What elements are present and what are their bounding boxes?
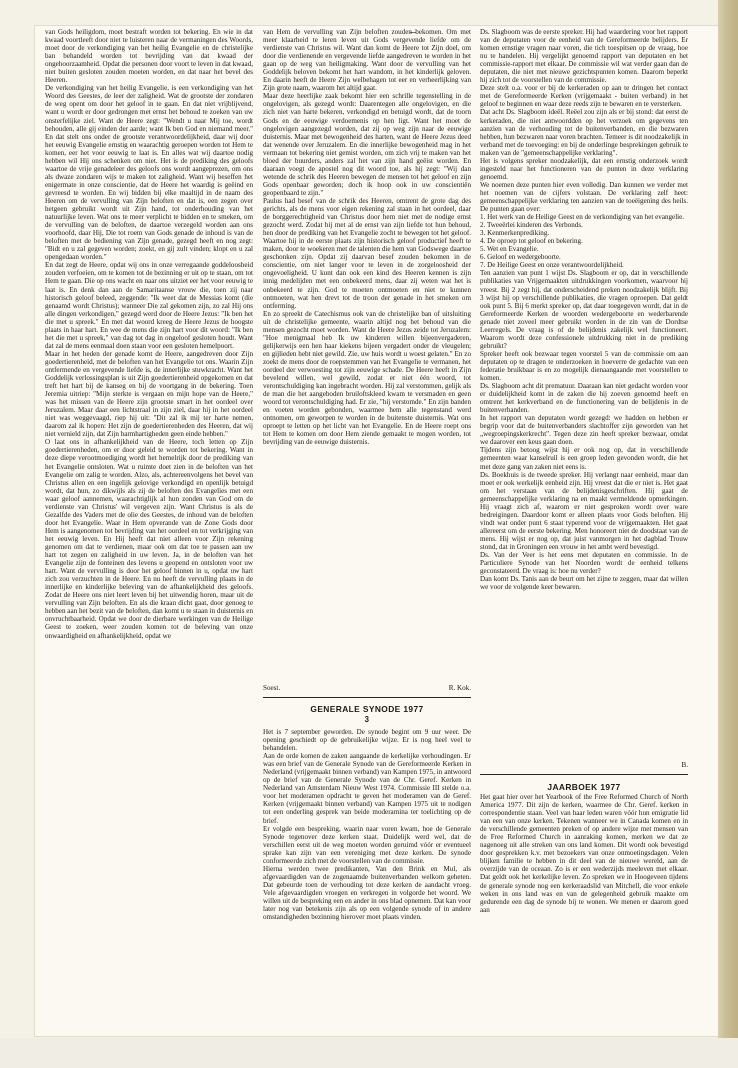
list-item: 3. Kenmerkenprediking. bbox=[480, 229, 550, 238]
synode-article bbox=[263, 728, 471, 1028]
article-column-1 bbox=[45, 28, 253, 1018]
paragraph: Spreker heeft ook bezwaar tegen voorstel 5 van de commissie om aan deputaten op te dragen te onderzoeken in hoeverre de gedachte van een federatie bruikbaar is en zo mogelijk dienaangaande met voorstellen te komen. bbox=[480, 349, 688, 383]
paragraph: Ds. Van der Veer is het eens met deputaten en commissie. In de Particuliere Synode van het Noorden wordt de eenheid telkens geconstateerd. De vraag is: hoe nu verder? bbox=[480, 551, 688, 576]
list-item: 1. Het werk van de Heilige Geest en de verkondiging van het evangelie. bbox=[480, 213, 685, 222]
section-divider bbox=[480, 774, 688, 775]
paragraph: En dat zegt de Heere, opdat wij ons in onze verregaande goddeloosheid zouden verfoeien, om te komen tot de bezinning er uit op te staan, om tot Hem te gaan. Die op ons wacht en naar ons uitziet eer het voor eeuwig te laat is. En denk dan aan de Samaritaanse vrouw die, toen zij naar historisch geloof beleed, zeggende: "Ik weet dat de Messias komt (die genaamd wordt Christus); wanneer Die zal gekomen zijn, zo zal Hij ons alle dingen verkondigen," gezegd werd door de Heere Jezus: "Ik ben het die met u spreek." En met dat woord kreeg de Heere Jezus de hoogste plaats in haar hart. En wee de mens die zijn hart voor dit woord: "Ik ben het die met u spreek," van dag tot dag in ongeloof gesloten houdt. Want dat zal de mens eenmaal doen staan voor een gesloten hemelpoort. bbox=[45, 261, 253, 350]
paragraph: van Gods heiligdom, moet bestraft worden tot bekering. En wie in dat kwaad voortleeft door niet te luisteren naar de vermaningen des Woords, moet door de verkondiging van het heilig Evangelie en de christelijke ban behandeld worden tot bevrijding van dat kwaad der ongehoorzaamheid. Opdat die personen door voort te leven in dat kwaad, niet buiten gesloten zouden moeten worden, en dat naar het bevel des Heeren. bbox=[45, 28, 253, 85]
synode-part-number: 3 bbox=[364, 715, 370, 724]
list-item: 4. De oproep tot geloof en bekering. bbox=[480, 237, 583, 246]
list-item: 5. Wet en Evangelie. bbox=[480, 245, 539, 254]
paragraph: Ds. Slagboom acht dit prematuur. Daaraan kan niet gedacht worden voor er duidelijkheid komt in de zaken die hij zoeven genoemd heeft en omtrent het kerkverband en de functionering van de belijdenis in de buitenverbanden. bbox=[480, 382, 688, 415]
paragraph: O laat ons in afhankelijkheid van de Heere, toch letten op Zijn goedertierenheden, om er door geleid te worden tot bekering. Want in deze diepe verootmoediging wordt het hemelrijk door de prediking van het Evangelie ontsloten. Wat u ruimte doet zien in de beloften van het Evangelie om zalig te worden. Alzo, als, achtereenvolgens het bevel van Christus allen en een ingelijk gelovige verkondigd en openlijk betuigd wordt, dat hun, zo dikwijls als zij de beloften des Evangelies met een waar geloof aannemen, waarachtiglijk al hun zonden van God om de verdienste van Christus' wil vergeven zijn. Want Christus is als de Gezalfde des Vaders met de olie des Geestes, de inhoud van de beloften door het Evangelie. Waar in Hem opverande van de Zone Gods door Hem is aangenomen tot bevrijding van het oordeel en tot verkrijging van het eeuwig leven. En Hij heeft dat niet alleen voor Zijn rekening genomen om dat te verdienen, maar ook om dat toe te passen aan uw hart tot zegen en zaligheid in uw leven. Ja, in de beloften van het Evangelie zijn de fonteinen des levens u geopend en ontsloten voor uw hart. Want de vervulling is door het geloof binnen in u, opdat uw hart zich zou verzuchten in de Heere. En nu heeft de vervulling plaats in de innerlijke en kinderlijke beleving van de afhankelijkheid des geloofs. Zodat de Heere ons niet leert leven bij het uitwendig horen, maar uit de vervulling van Zijn beloften. En als die kraan dicht gaat, door genoeg te hebben aan het bezit van de beloften, dan komt u te staan in duisternis en onvruchtbaarheid. Opdat we door de dierbare werkingen van de Heilige Geest te zoeken, weer zouden komen tot de beleving van onze onwaardigheid en afhankelijkheid, opdat we bbox=[45, 438, 253, 640]
paragraph: Het gaat hier over het Yearbook of the Free Reformed Church of North America 1977. Dit zijn de kerken, waarmee de Chr. Geref. kerken in correspondentie staan. Veel van haar leden waren vóór hun emigratie lid van een van onze kerken. Tekenen wanneer we in Canada komen en in de verschillende gemeenten preken of op andere wijze met mensen van de Free Reformed Church in aanraking komen, merken we dat ze nagenoeg uit alle streken van ons land komen. Dit wordt ook bevestigd door gesprekken k.v. met bezoekers van onze onmoetingsdagen. Velen blijken familie te hebben in dit deel van de nieuwe wereld, aan de overzijde van de oceaan. Zo is er een wederzijds meeleven met elkaar. Dat geldt ook het kerkelijke leven. Zo spreken we in Hoogeveen tijdens de generale synode nog een kerkeraadslid van Mitchell, die voor enkele weken in ons land was en van de gelegenheid gebruik maakte om gedurende een dag de synode bij te wonen. We menen er daarom goed aan bbox=[480, 793, 688, 914]
paragraph: Deze stelt o.a. voor er bij de kerkeraden op aan te dringen het contact met de Gereformeerde Kerken (vrijgemaakt - buiten verband) in het geloof te beginnen en waar deze reeds zijn te bewaren en te versterken. bbox=[480, 84, 688, 109]
signature-author: R. Kok. bbox=[448, 684, 471, 692]
paragraph: Dat acht Ds. Slagboom ideël. Reëel zou zijn als er bij stond: dat eerst de kerkeraden, die niet antwoordden op het verzoek om gegevens ten aanzien van de verhouding tot de buitenverbanden, en die bezwaren hebben, hun bezwaren naar voren brachten. Temeer is dit noodzakelijk in verband met de toevoeging: en bij de onderlinge besprekingen gebruik te maken van de "gemeenschappelijke verklaring". bbox=[480, 108, 688, 157]
jaarboek-article bbox=[480, 793, 688, 1028]
paragraph: De verkondiging van het heilig Evangelie, is een verkondiging van het Woord des Geestes, de leer der zaligheid. Wat de grootste der zondaren de weg opent om door het geloof in te gaan. En dat niet vrijblijvend, want u wordt er door gedrongen met ernst het behoud te zoeken van uw onsterfelijke ziel. Want de Heere zegt: "Wendt u naar Mij toe, wordt behouden, alle gij einden der aarde; want Ik ben God en niemand meer." En dat stelt ons onder de grootste verantwoordelijkheid, daar wij door het eeuwig Evangelie ernstig en waarachtig geroepen worden tot Hem te komen, eer het voor eeuwig te laat is. En alles wat wij daartoe nodig hebben wil Hij ons schenken om niet. Het is de prediking des geloofs waartoe de vrije genadeleer des geloofs ons wordt aangeprezen, om ons als dwaze zondaren wijs te maken tot zaligheid. Want wij beseffen het enigermate in onze conscientie, dat de Heere het waardig is geëind en gevreesd te worden. En wij bidden bij elke maaltijd in de naam des Heeren om de vervulling van Zijn beloften en dat is, een zegen over hetgeen gebruikt wordt uit Zijn hand, tot onderhouding van het natuurlijke leven. Wat ons te meer verplicht te bidden en te smeken, om de vervulling van de beloften, de daartoe verzegeld worden aan ons voorhoofd, daar Hij, Die tot roem van Gods genade de inhoud is van de beloften met de bediening van Zijn genade, gezegd heeft en nog zegt: "Bidt en u zal gegeven worden; zoekt, en gij zult vinden; klopt en u zal opengedaan worden." bbox=[45, 84, 253, 262]
signature-place: Soest. bbox=[263, 684, 281, 692]
paragraph: Hierna werden twee predikanten, Van den Brink en Mul, als afgevaardigden van de zogenaamde buitenverbanden welkom geheten. Dat gebeurde toen de verhouding tot deze kerken de aandacht vroeg. Vele afgevaardigden vroegen en verkregen in volgorde het woord. We willen uit de bespreking een en ander in ons blad opnemen. Dat kan voor later nog van betekenis zijn als op een volgende synode of in andere omstandigheden bezinning hierover moet plaats vinden. bbox=[263, 864, 471, 922]
paragraph: Er volgde een bespreking, waarin naar voren kwam, hoe de Generale Synode tegenover deze kerken staat. Duidelijk werd wel, dat de verschillen eerst uit de weg moeten worden geruimd vóór er eventueel sprake kan zijn van een vereniging met deze kerken. De synode conformeerde zich met de voorstellen van de commissie. bbox=[263, 824, 471, 865]
section-divider bbox=[263, 697, 471, 698]
paragraph: Ds. Slagboom was de eerste spreker. Hij had waardering voor het rapport van de deputaten voor de eenheid van de Gereformeerde belijders. Er komen ernstige vragen naar voren, die tich toespitsen op de vraag, hoe nu te handelen. Hij vergelijkt genoemd rapport van deputaten en het commissie-rapport met elkaar. De commissie wil wat verder gaan dan de deputaten, die niet met nieuwe gezichtspunten komen. Daarom beperkt hij zich tot de voorstellen van de commissie. bbox=[480, 28, 688, 85]
paragraph: Aan de orde komen de zaken aangaande de kerkelijke verhoudingen. Er was een brief van de Generale Synode van de Gereformeerde Kerken in Nederland (vrijgemaakt binnen verband) van Kampen 1975, in antwoord op de brief van de Generale Synode van de Chr. Geref. Kerken in Nederland van Amsterdam Nieuw West 1974. Commissie III stelde o.a. voor het moderamen opdracht te geven het moderamen van de Geref. Kerken (vrijgemaakt binnen verband) van Kampen 1975 uit te nodigen tot een onderling gesprek van beide moderamina ter toelichting op de brief. bbox=[263, 752, 471, 825]
paragraph: Paulus had besef van de schrik des Heeren, omtrent de grote dag des gerichts, als de mens voor eigen rekening zal staan in het oordeel, daar de borggerechtigheid van Christus door hem niet met de nodige ernst gezocht werd. Zodat hij met al de ernst van zijn liefde tot hun behoud, hen door de prediking van het Evangelie zocht te bewegen tot het geloof. Waartoe hij in de eerste plaats zijn historisch geloof productief heeft te maken, door te woekeren met de talenten die hem van Godswege daartoe geschonken zijn. Opdat zij daarvan besef zouden bekomen in de conscientie, om niet langer voor te leven in de zorgeloosheid der ongevoeligheid. U kunt dan ook een kind des Heeren kennen is zijn innig medelijden met een onbekeerd mens, daar zij weten wat het is onbekeerd te zijn. God te moeten ontmoeten en niet te kunnen ontmoeten, wat hen drevt tot de troon der genade in het smeken om ontferming. bbox=[263, 196, 471, 310]
paragraph: Het is 7 september geworden. De synode begint om 9 uur weer. De opening geschiedt op de gebruikelijke wijze. Er is nog heel veel te behandelen. bbox=[263, 728, 471, 753]
list-item: 7. De Heilige Geest en onze verantwoordelijkheid. bbox=[480, 261, 624, 270]
paragraph: We noemen deze punten hier even volledig. Dan kunnen we verder met het noemen van de cijfers volstaan. De verklaring zelf heet: gemeenschappelijke verklaring ten aanzien van de toeëigening des heils. De punten gaan over: bbox=[480, 180, 688, 214]
paragraph: Tijdens zijn betoog wijst hij er ook nog op, dat in verschillende gemeenten waar kanselruil is een groep leden gevonden wordt, die het met deze gang van zaken niet eens is. bbox=[480, 446, 688, 471]
page-margin-bottom bbox=[0, 1038, 738, 1068]
article-column-3 bbox=[480, 28, 688, 756]
paragraph: Ds. Boekhuis is de tweede spreker. Hij verlangt naar eenheid, maar dan moet er ook werkelijk eenheid zijn. Hij vreest dat die er niet is. Het gaat om het verstaan van de belijdenisgeschriften. Hij gaat de gemeenschappelijke verklaring na en maakt vermeldende opmerkingen. Hij vraagt zich af, waarom er niet gesproken wordt over ware bedreigingen. Daardoor komt er alleen plaats voor Gods beloften. Hij vindt wat onder punt 6 staat typerend voor de vrijgemaakten. Het gaat allereerst om de eerste bekering. Men honoreert niet de doodstaat van de mens. Hij wijst er nog op, dat juist vanmorgen in het dagblad Trouw stond, dat in Groningen een vrouw in het ambt werd bevestigd. bbox=[480, 470, 688, 551]
article-column-2 bbox=[263, 28, 471, 676]
paragraph: In het rapport van deputaten wordt gezegd: we hadden en hebben er begrip voor dat de buitenverbanders slachtoffer zijn geworden van het „wegroepingskerkrecht". Tegen deze zin heeft spreker bezwaar, omdat we daarover een keus gaan doen. bbox=[480, 414, 688, 447]
list-item: 2. Tweeërlei kinderen des Verbonds. bbox=[480, 221, 583, 230]
paragraph: Ten aanzien van punt 1 wijst Ds. Slagboom er op, dat in verschillende publikaties van Vrijgemaakten uitdrukkingen voorkomen, waarvoor hij vreest. Bij 2 zegt hij, dat onderscheidend preken noodzakelijk blijft. Bij 3 wijst hij op verschillende publikaties, die vragen oproepen. Dat geldt ook punt 5. Bij 6 merkt spreker op, dat daar toegegeven wordt, dat in de Gereformeerde Kerken de woorden wedergeboorte en wederbarende genade niet zoveel meer gebruikt worden in de zin van de Dordtse Leerregels. De vraag is of de belijdenis zakelijk wel functioneert. Waarom wordt deze confessionele uitdrukking niet in de prediking gebruikt? bbox=[480, 269, 688, 350]
paragraph: Dan komt Ds. Tanis aan de beurt om het zijne te zeggen, maar dat willen we voor de volgende keer bewaren. bbox=[480, 575, 688, 592]
binding-gutter bbox=[718, 0, 738, 1068]
synode-heading: GENERALE SYNODE 1977 bbox=[310, 704, 424, 714]
paragraph: Het is volgens spreker noodzakelijk, dat een ernstig onderzoek wordt ingesteld naar het functioneren van de punten in deze verklaring genoemd. bbox=[480, 156, 688, 181]
list-item: 6. Geloof en wedergeboorte. bbox=[480, 253, 561, 262]
column-3-signature bbox=[480, 758, 688, 770]
paragraph: Maar deze heerlijke zaak bekomt hier een schrille tegenstelling in de ongelovigen, als gezegd wordt: Daarentegen alle ongelovigen, en die zich niet van harte bekeren, verkondigd en betuigd wordt, dat de toorn Gods en de eeuwige verdoemenis op hen ligt. Want het moet de ongelovigen aangezegd worden, dat zij op weg zijn naar de eeuwige duisternis. Maar met bewogenheid des harten, want de Heere Jezus deed dat wenende over Jeruzalem. En die innerlijke bewogenheid mag in het vermaan tot bekering niet gemist worden, om zich vrij te maken van het bloed der buurders, anders zal het van zijn hand geëist worden. En daaraan voegt de apostel nog dit woord toe, als hij zegt: "Wij dan wetende de schrik des Heeren bewegen de mensen tot het geloof en zijn Gods openbaar geworden; doch ik hoop ook in uw conscientiën geopenbaard te zijn." bbox=[263, 92, 471, 197]
paragraph: En zo spreekt de Catechismus ook van de christelijke ban of uitsluiting uit de christelijke gemeente, waarin altijd nog het behoud van die mensen gezocht moet worden. Want de Heere Jezus zeide tot Jeruzalem: "Hoe menigmaal heb Ik uw kinderen willen bijeenvergaderen, gelijkerwijs een hen haar kiekens bijeen vergadert onder de vleugelen; en gijlieden hebt niet gewild. Zie, uw huis wordt u woest gelaten." En zo zoekt de mens door de roepstemmen van het Evangelie te vermanen, het oordeel der verwoesting tot zijn eeuwige schade. De Heere heeft in Zijn bevelend willen, wel gewild, zodat er niet één woord, tot verontschuldiging kan ingebracht worden. Hij zal verstommen, gelijk als de man die het aangeboden bruiloftskleed kwam te versmaden en geen woord tot verontschuldiging had. Er zie, "hij verstomde." En zijn banden en voeten worden gebonden, waarmee hem alle tegenstand werd ontnomen, om geworpen te worden in de buitenste duisternis. Wat ons oproept te letten op het licht van het Evangelie. En de Heere roept ons tot Hem te komen om door Hem ziende gemaakt te mogen worden, tot bevrijding van de eeuwige duisternis. bbox=[263, 309, 471, 447]
article-signature bbox=[263, 680, 471, 692]
jaarboek-heading: JAARBOEK 1977 bbox=[547, 782, 621, 792]
signature-author: B. bbox=[681, 761, 688, 769]
paragraph: van Hem de vervulling van Zijn beloften zouden bekomen. Om met meer klaarheid te leren leven uit Gods vergevende liefde om de verdienste van Christus wil. Want dan komt de Heere tot Zijn doel, om door die verdienende en vergevende liefde aangedreven te worden in het gaan op de weg van heiligmaking. Want door de vervulling van het Goddelijk beloven bekomt het hart wandom, in het kinderlijk geloven. En daarin heeft de Heere Zijn welbehagen tot eer en verheerlijking van Zijn grote naam, waarom het altijd gaat. bbox=[263, 28, 471, 93]
paragraph: Maar in het heden der genade komt de Heere, aangedreven door Zijn goedertierenheid, met de beloften van het Evangelie tot ons. Waarin Zijn ontfermende en vergevende liefde is, de innerlijke stuwkracht. Want het Goddelijk verlossingsplan is uit Zijn goedertierenheid opgekomen en dat treft het hart bij de kanseg en bij de voortgang in de bekering. Toen Jeremia uitriep: "Mijn sterkte is vergaan en mijn hope van de Heere," was het missen van de Heere zijn grootste smart in het oordeel over Jeruzalem. Maar daar een lichtstraal in zijn ziel, daar hij in het oordeel niet was weggevaagd, riep hij uit: "Dit zal ik mij ter harte nemen, daarom zal ik hopen: Het zijn de goedertierenheden des Heeren, dat wij niet vernield zijn, dat Zijn barmhartigheden geen einde hebben." bbox=[45, 349, 253, 439]
